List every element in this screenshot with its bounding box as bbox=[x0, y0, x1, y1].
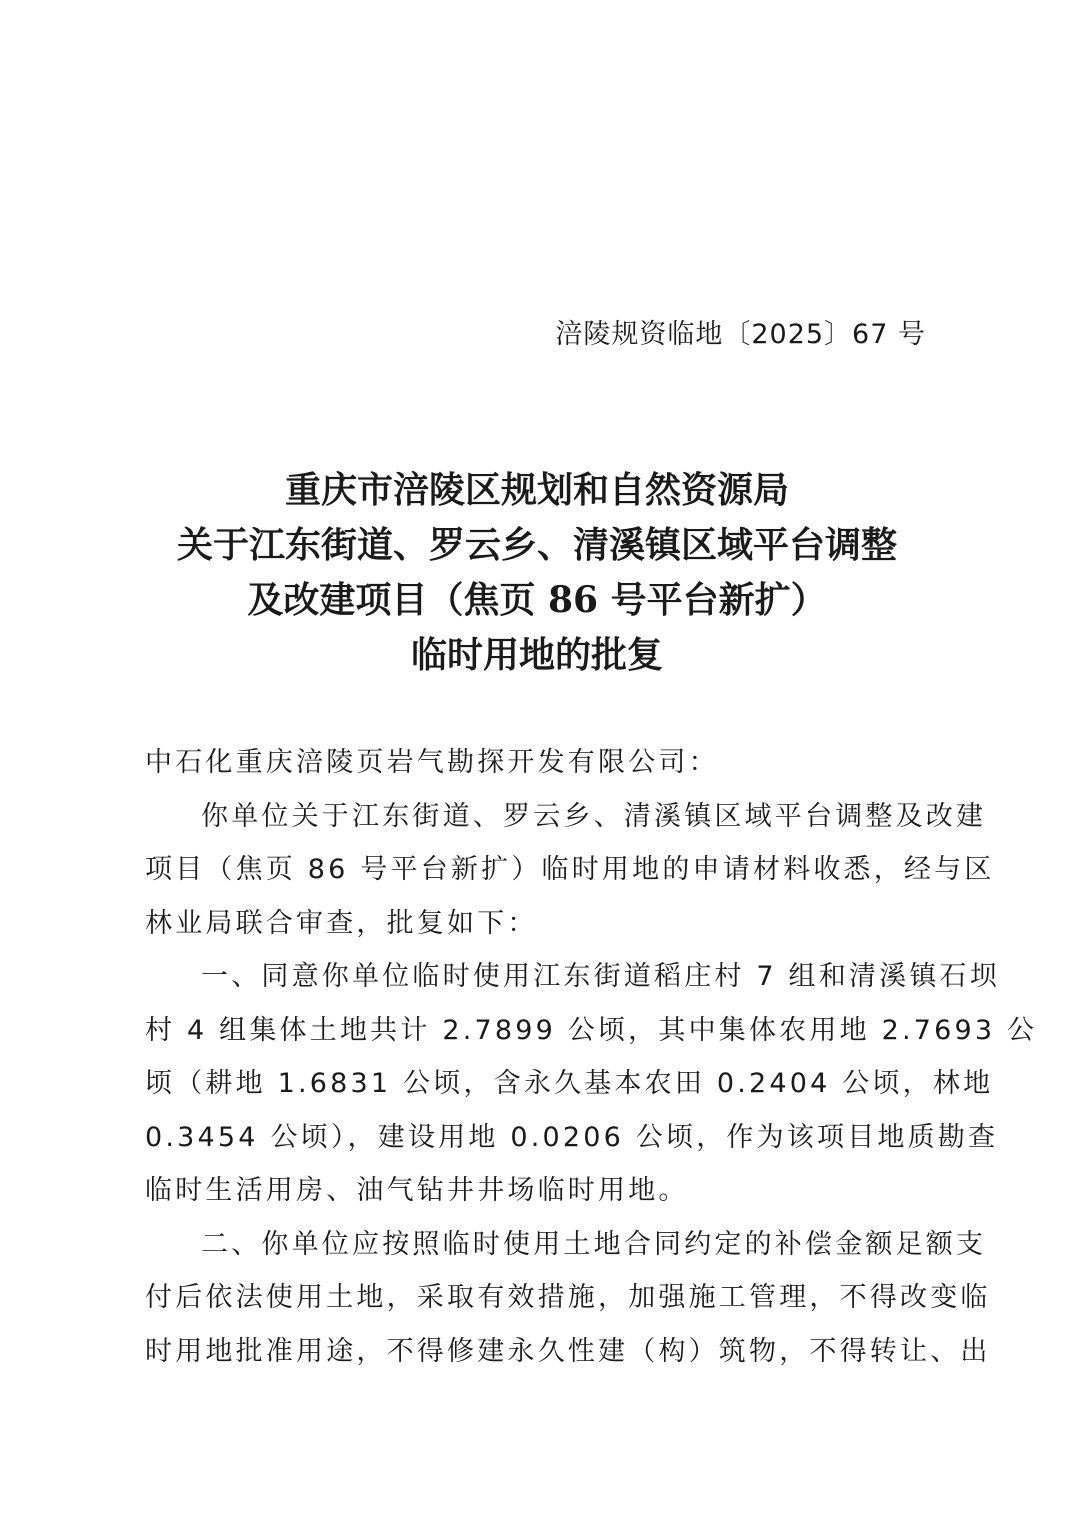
body-line-5: 村 4 组集体土地共计 2.7899 公顷，其中集体农用地 2.7693 公 bbox=[145, 1014, 1038, 1046]
title-line-3: 及改建项目（焦页 86 号平台新扩） bbox=[247, 579, 827, 621]
document-number: 涪陵规资临地〔2025〕67 号 bbox=[555, 319, 926, 350]
body-line-3: 林业局联合审查，批复如下： bbox=[145, 907, 538, 939]
body-line-6: 顷（耕地 1.6831 公顷，含永久基本农田 0.2404 公顷，林地 bbox=[145, 1068, 994, 1099]
body-line-7: 0.3454 公顷），建设用地 0.0206 公顷，作为该项目地质勘查 bbox=[145, 1121, 999, 1153]
title-line-4: 临时用地的批复 bbox=[410, 634, 663, 676]
body-line-11: 时用地批准用途，不得修建永久性建（构）筑物，不得转让、出 bbox=[145, 1335, 991, 1367]
addressee: 中石化重庆涪陵页岩气勘探开发有限公司： bbox=[145, 747, 719, 778]
body-line-1: 你单位关于江东街道、罗云乡、清溪镇区域平台调整及改建 bbox=[201, 800, 987, 832]
body-line-2: 项目（焦页 86 号平台新扩）临时用地的申请材料收悉，经与区 bbox=[145, 854, 995, 885]
document-title bbox=[100, 463, 974, 683]
title-line-1: 重庆市涪陵区规划和自然资源局 bbox=[284, 469, 789, 511]
document-body bbox=[145, 736, 1038, 1378]
body-line-8: 临时生活用房、油气钻井井场临时用地。 bbox=[145, 1175, 689, 1206]
body-line-9: 二、你单位应按照临时使用土地合同约定的补偿金额足额支 bbox=[201, 1228, 987, 1260]
body-line-4: 一、同意你单位临时使用江东街道稻庄村 7 组和清溪镇石坝 bbox=[201, 961, 1000, 992]
body-line-10: 付后依法使用土地，采取有效措施，加强施工管理，不得改变临 bbox=[145, 1282, 991, 1313]
title-line-2: 关于江东街道、罗云乡、清溪镇区域平台调整 bbox=[176, 524, 897, 566]
